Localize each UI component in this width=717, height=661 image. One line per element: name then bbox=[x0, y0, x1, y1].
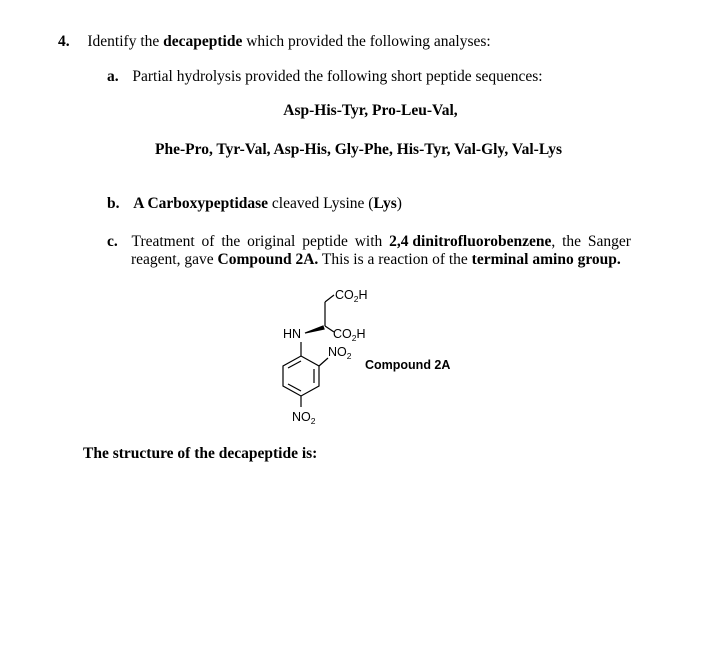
part-a-label: a. bbox=[107, 68, 119, 85]
part-a-line bbox=[107, 68, 543, 86]
part-a-text: Partial hydrolysis provided the following short peptide sequences: bbox=[132, 68, 543, 85]
part-c-label: c. bbox=[107, 233, 118, 250]
bond bbox=[325, 295, 334, 302]
part-c-line1: c. Treatment of the original peptide with 2,4 dinitrofluorobenzene, the Sanger bbox=[107, 233, 631, 250]
wedge-bond bbox=[305, 326, 324, 333]
compound-2a-label: Compound 2A bbox=[365, 358, 451, 372]
question-number: 4. bbox=[58, 33, 70, 50]
peptide-sequences-line2: Phe-Pro, Tyr-Val, Asp-His, Gly-Phe, His-Tyr, Val-Gly, Val-Lys bbox=[155, 141, 563, 158]
co2h-mid-label: $CO_2H$ bbox=[333, 327, 366, 343]
compound-2a-structure bbox=[270, 280, 500, 430]
part-b-line: b. A Carboxypeptidase cleaved Lysine (Lys) bbox=[107, 195, 402, 212]
question-prompt-bold: decapeptide bbox=[163, 33, 243, 50]
part-b-label: b. bbox=[107, 195, 120, 212]
bond bbox=[319, 358, 328, 366]
question-prompt-post: which provided the following analyses: bbox=[242, 33, 491, 50]
answer-prompt: The structure of the decapeptide is: bbox=[83, 445, 318, 462]
no2-ortho-label: $NO_2$ bbox=[328, 345, 352, 361]
question-prompt-pre: Identify the bbox=[87, 33, 164, 50]
peptide-sequences-line1: Asp-His-Tyr, Pro-Leu-Val, bbox=[283, 102, 458, 119]
no2-para-label: $NO_2$ bbox=[292, 410, 316, 426]
co2h-top-label: $CO_2H$ bbox=[335, 288, 368, 304]
part-c-line2: reagent, gave Compound 2A. This is a reaction of the terminal amino group. bbox=[131, 251, 621, 268]
question-line bbox=[58, 33, 491, 51]
hn-label: HN bbox=[283, 327, 302, 341]
part-b-bold1: A Carboxypeptidase bbox=[133, 195, 269, 212]
